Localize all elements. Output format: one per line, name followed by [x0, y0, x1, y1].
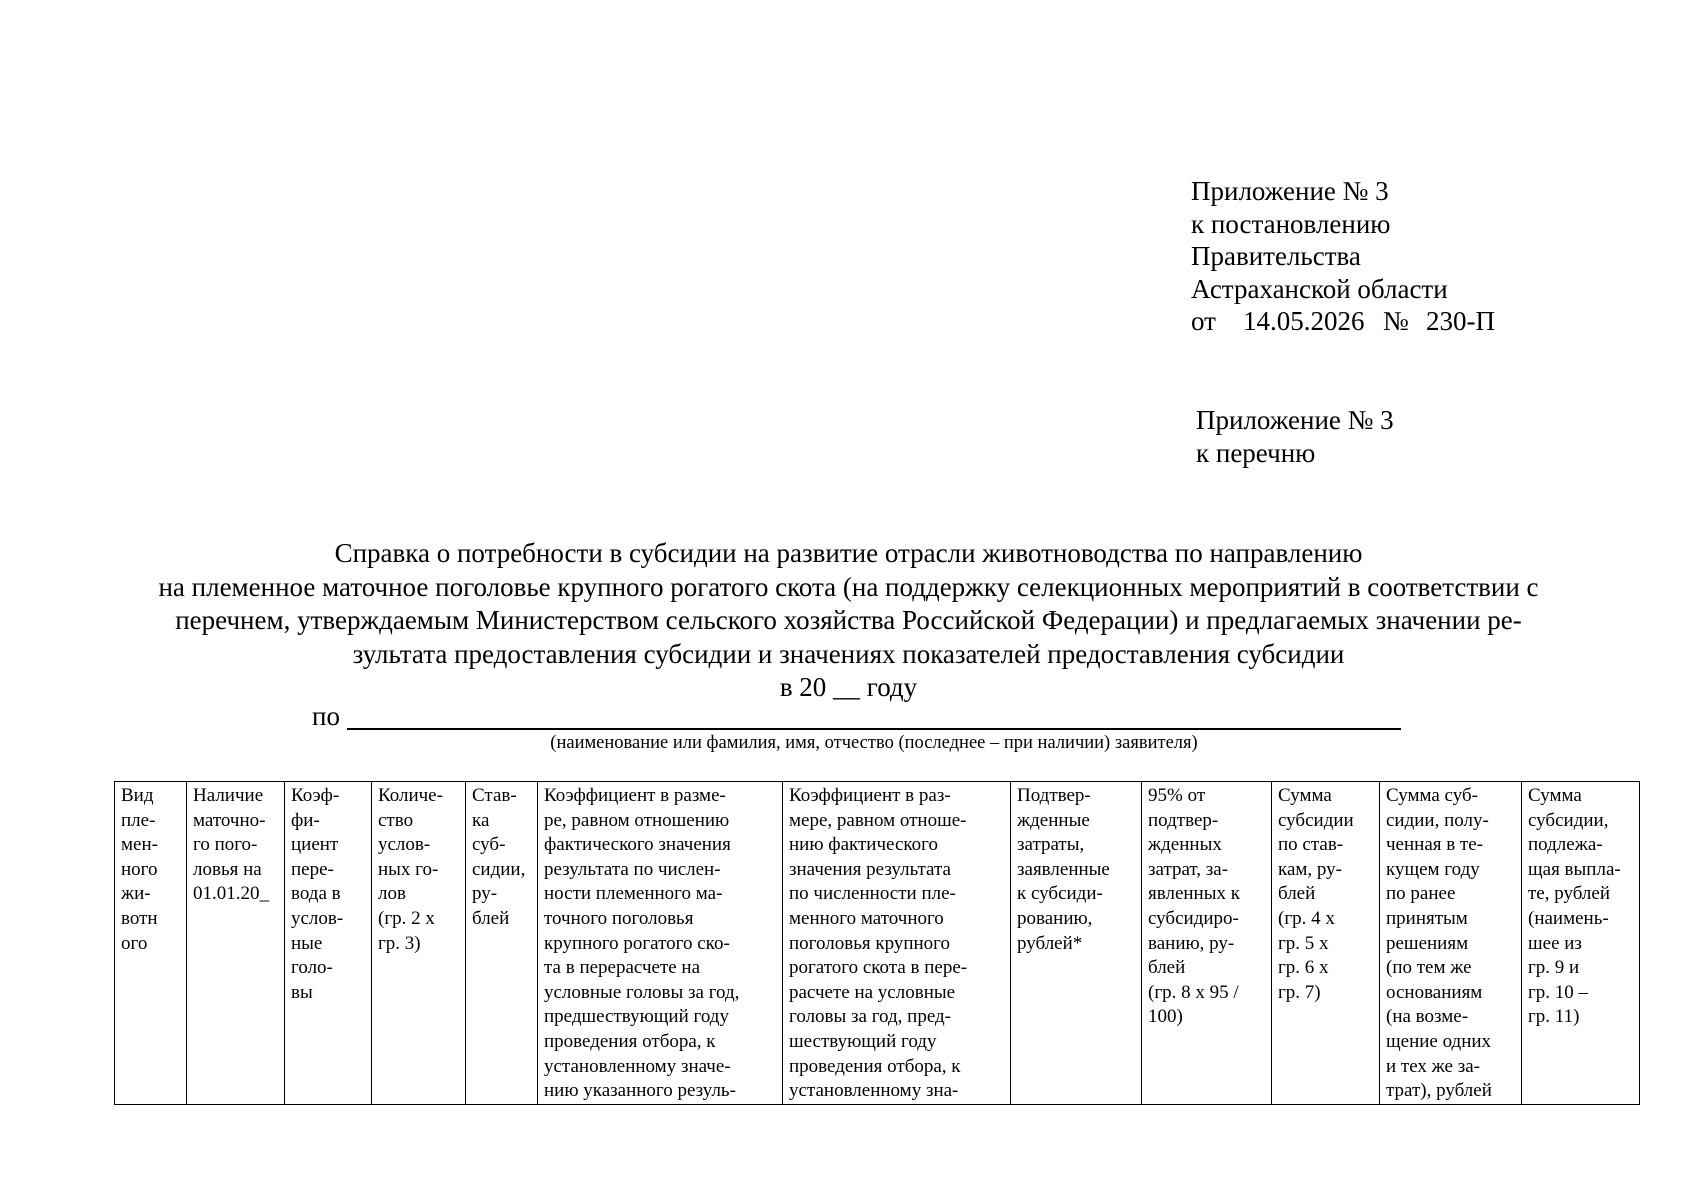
table-header-cell: Сумма суб- сидии, полу- ченная в те- кущем году по ранее принятым решениям (по тем же основаниям (на возме- щение одних и тех же за- трат), рублей — [1380, 782, 1522, 1105]
applicant-prefix: по — [312, 701, 340, 731]
title-line3: перечнем, утверждаемым Министерством сельского хозяйства Российской Федерации) и предлагаемых значении ре- — [175, 605, 1522, 635]
appendix-main-line4: Астраханской области — [1191, 273, 1448, 304]
table-header-cell: 95% от подтвер- жденных затрат, за- явленных к субсидиро- ванию, ру- блей (гр. 8 х 95 / 100) — [1142, 782, 1272, 1105]
table-header-cell: Сумма субсидии, подлежа- щая выпла- те, рублей (наимень- шее из гр. 9 и гр. 10 – гр. 11) — [1522, 782, 1640, 1105]
table-header-cell: Коэф- фи- циент пере- вода в услов- ные голо- вы — [285, 782, 372, 1105]
title-line2: на племенное маточное поголовье крупного рогатого скота (на поддержку селекционных мероприятий в соответствии с — [158, 571, 1539, 602]
table-header-cell: Вид пле- мен- ного жи- вотн ого — [115, 782, 187, 1105]
table-header-cell: Наличие маточно- го пого- ловья на 01.01.20_ — [187, 782, 285, 1105]
title-year-line: в 20 __ году — [779, 672, 918, 702]
table-header-cell: Став- ка суб- сидии, ру- блей — [466, 782, 538, 1105]
appendix-main-line1: Приложение № 3 — [1191, 176, 1389, 206]
table-header-cell: Коэффициент в разме- ре, равном отношению фактического значения результата по числен- ности племенного ма- точного поголовья крупного рогатого ско- та в перерасчете на условные головы за год, предшествующий году проведения отбора, к установленному значе- нию указанного резуль- — [538, 782, 783, 1105]
appendix-main-line2: к постановлению — [1191, 208, 1391, 239]
table-header-cell: Количе- ство услов- ных го- лов (гр. 2 х гр. 3) — [372, 782, 466, 1105]
resolution-date-line — [1191, 305, 1495, 338]
appendix-main-line3: Правительства — [1191, 241, 1361, 271]
table-header-cell: Подтвер- жденные затраты, заявленные к субсиди- рованию, рублей* — [1011, 782, 1142, 1105]
document-title — [100, 537, 1597, 705]
applicant-name-field[interactable] — [347, 728, 1401, 730]
date-prefix: от — [1191, 306, 1216, 336]
appendix-list-line1: Приложение № 3 — [1196, 405, 1394, 435]
appendix-main-block — [1191, 175, 1495, 338]
appendix-list-line2: к перечню — [1196, 437, 1316, 468]
appendix-list-block — [1196, 404, 1394, 469]
table-header-row — [115, 782, 1640, 1105]
number-sign: № — [1383, 306, 1409, 336]
resolution-number: 230-П — [1426, 306, 1495, 336]
resolution-date: 14.05.2026 — [1243, 306, 1365, 336]
subsidy-table — [114, 781, 1640, 1105]
title-line1: Справка о потребности в субсидии на развитие отрасли животноводства по направлению — [334, 538, 1363, 568]
applicant-caption: (наименование или фамилия, имя, отчество (последнее – при наличии) заявителя) — [550, 733, 1198, 753]
table-header-cell: Сумма субсидии по став- кам, ру- блей (гр. 4 х гр. 5 х гр. 6 х гр. 7) — [1272, 782, 1380, 1105]
title-line4: зультата предоставления субсидии и значениях показателей предоставления субсидии — [352, 638, 1345, 669]
table-header-cell: Коэффициент в раз- мере, равном отноше- нию фактического значения результата по численности пле- менного маточного поголовья крупного рогатого скота в пере- расчете на условные головы за год, пред- шествующий году проведения отбора, к установленному зна- — [783, 782, 1011, 1105]
